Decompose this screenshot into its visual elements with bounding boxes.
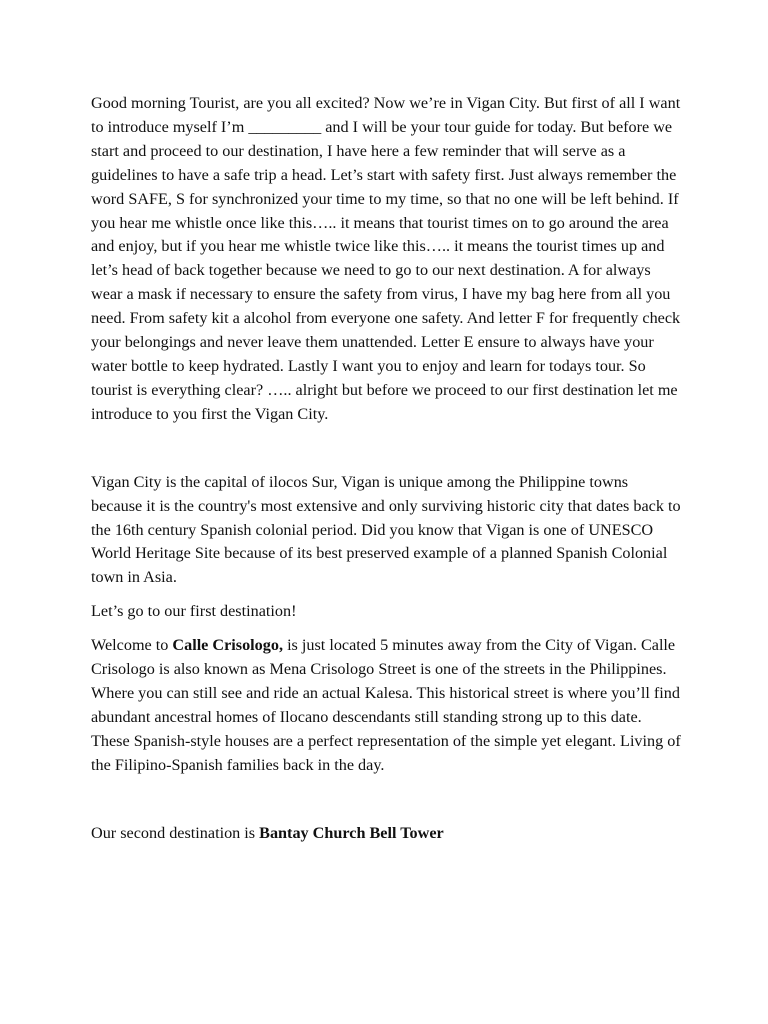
document-page xyxy=(91,92,681,845)
calle-description: is just located 5 minutes away from the City of Vigan. Calle Crisologo is also known as Mena Crisologo Street is one of the streets in the Philippines. Where you can still see and ride an actual Kalesa. This historical street is where you’ll find abundant ancestral homes of Ilocano descendants still standing strong up to this date. These Spanish-style houses are a perfect representation of the simple yet elegant. Living of the Filipino-Spanish families back in the day. xyxy=(91,636,681,774)
calle-crisologo-paragraph xyxy=(91,634,681,777)
calle-prefix: Welcome to xyxy=(91,636,173,655)
first-destination-line: Let’s go to our first destination! xyxy=(91,602,297,621)
second-destination-prefix: Our second destination is xyxy=(91,823,260,842)
calle-crisologo-title: Calle Crisologo, xyxy=(172,636,284,655)
second-destination-line xyxy=(91,822,681,846)
vigan-city-paragraph: Vigan City is the capital of ilocos Sur, Vigan is unique among the Philippine towns because it is the country's most extensive and only surviving historic city that dates back to the 16th century Spanish colonial period. Did you know that Vigan is one of UNESCO World Heritage Site because of its best preserved example of a planned Spanish Colonial town in Asia. xyxy=(91,472,681,587)
bantay-church-title: Bantay Church Bell Tower xyxy=(259,823,444,842)
intro-paragraph: Good morning Tourist, are you all excited? Now we’re in Vigan City. But first of all I want to introduce myself I’m _________ and I will be your tour guide for today. But before we start and proceed to our destination, I have here a few reminder that will serve as a guidelines to have a safe trip a head. Let’s start with safety first. Just always remember the word SAFE, S for synchronized your time to my time, so that no one will be left behind. If you hear me whistle once like this….. it means that tourist times on to go around the area and enjoy, but if you hear me whistle twice like this….. it means the tourist times up and let’s head of back together because we need to go to our next destination. A for always wear a mask if necessary to ensure the safety from virus, I have my bag here from all you need. From safety kit a alcohol from everyone one safety. And letter F for frequently check your belongings and never leave them unattended. Letter E ensure to always have your water bottle to keep hydrated. Lastly I want you to enjoy and learn for todays tour. So tourist is everything clear? ….. alright but before we proceed to our first destination let me introduce to you first the Vigan City. xyxy=(91,94,681,423)
